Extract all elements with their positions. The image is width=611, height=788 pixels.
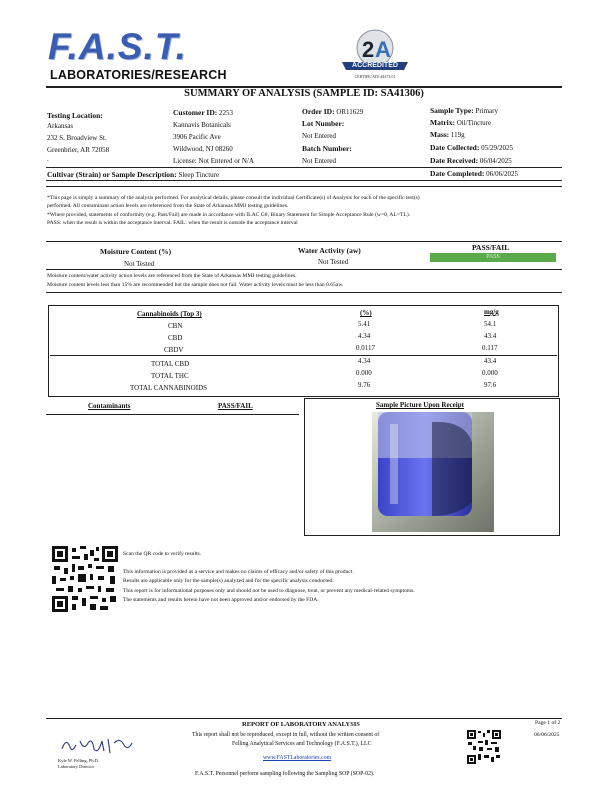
moisture-note: Moisture content levels less than 15% are recommended but the sample does not fail. Water activity levels must be less than 0.65aw.	[47, 282, 344, 288]
contaminants-passfail-header: PASS/FAIL	[218, 402, 253, 410]
date-completed	[430, 169, 518, 178]
cannabinoids-totals-divider	[50, 355, 557, 356]
footer-divider	[46, 718, 562, 719]
moisture-note: Moisture content/water activity action levels are referenced from the State of Arkansas MMJ testing guidelines.	[47, 273, 297, 279]
total-row-mg: 97.6	[484, 381, 497, 389]
fast-logo: F.A.S.T.	[48, 26, 187, 67]
cultivar-value: Sleep Tincture	[178, 171, 220, 179]
cannabinoid-row-mg: 43.4	[484, 332, 497, 340]
cannabinoids-header-mg: mg/g	[484, 308, 499, 316]
date-completed-label: Date Completed:	[430, 169, 485, 178]
date-collected-label: Date Collected:	[430, 143, 480, 152]
water-activity-header: Water Activity (aw)	[298, 246, 361, 255]
verify-qr-code[interactable]	[52, 546, 118, 612]
disclaimer-line: This information is provided as a service and makes no claims of efficacy and/or safety of this product.	[123, 569, 354, 575]
total-row-pct: 9.76	[358, 381, 371, 389]
note-line: *Where provided, statements of conformity (e.g. Pass/Fail) are made in accordance with ILAC G8, Binary Statement for Simple Acceptance Rule (w=0, AL=TL).	[47, 212, 411, 218]
cannabinoids-header-name: Cannabinoids (Top 3)	[137, 310, 202, 318]
note-line: performed. All contaminant action levels are referenced from the State of Arkansas MMJ testing guidelines.	[47, 203, 289, 209]
total-row-mg: 0.000	[482, 369, 498, 377]
certificate-number: CERTIFICATE #4473.01	[354, 74, 396, 79]
note-line: PASS: when the result is within the acceptance interval. FAIL: when the result is outside the acceptance interval	[47, 220, 298, 226]
sample-type	[430, 106, 498, 115]
customer-id	[173, 108, 233, 117]
report-title: REPORT OF LABORATORY ANALYSIS	[242, 721, 360, 728]
customer-line: 3906 Pacific Ave	[173, 133, 221, 141]
moisture-passfail-header: PASS/FAIL	[472, 243, 510, 252]
sample-picture-header: Sample Picture Upon Receipt	[376, 401, 464, 409]
date-received-value: 06/04/2025	[479, 157, 512, 165]
cannabinoids-header-pct: (%)	[360, 309, 372, 317]
director-signature	[58, 733, 138, 757]
accredited-label: ACCREDITED	[346, 62, 404, 69]
footer-line: This report shall not be reproduced, except in full, without the written consent of	[192, 732, 380, 738]
moisture-divider	[46, 269, 562, 270]
order-id-value: OR11629	[336, 108, 364, 116]
footer-date: 06/06/2025	[534, 732, 560, 738]
lot-number-label: Lot Number:	[302, 119, 345, 128]
customer-id-label: Customer ID:	[173, 108, 218, 117]
sampling-note: F.A.S.T. Personnel perform sampling following the Sampling SOP (SOP-02).	[195, 771, 375, 777]
total-row-name: TOTAL CANNABINOIDS	[130, 384, 208, 392]
customer-id-value: 2253	[218, 109, 233, 117]
cannabinoid-row-pct: 5.41	[358, 320, 371, 328]
testing-location-line: Greenbrier, AR 72058	[47, 146, 110, 154]
date-collected-value: 05/29/2025	[481, 144, 513, 152]
moisture-pass-badge: PASS	[430, 253, 556, 262]
license-label: License:	[173, 157, 197, 165]
signature-image	[58, 733, 138, 757]
license	[173, 157, 254, 165]
moisture-top-divider	[46, 241, 562, 242]
cannabinoid-row-mg: 0.117	[482, 344, 498, 352]
testing-location-line: 232 S. Broadview St.	[47, 134, 107, 142]
moisture-header: Moisture Content (%)	[100, 247, 172, 256]
contaminants-divider	[46, 414, 299, 415]
date-received	[430, 156, 512, 165]
footer-qr-code[interactable]	[467, 730, 501, 764]
sample-photo	[372, 412, 494, 532]
page-number: Page 1 of 2	[535, 720, 561, 726]
accreditation-badge	[340, 28, 410, 84]
svg-text:2: 2	[362, 37, 375, 62]
date-collected	[430, 143, 513, 152]
sample-type-label: Sample Type:	[430, 106, 474, 115]
batch-number-value: Not Entered	[302, 157, 337, 165]
disclaimer-line: Results are applicable only for the sample(s) analyzed and for the specific analysis conducted.	[123, 578, 334, 584]
customer-line: Kannavis Botanicals	[173, 121, 231, 129]
mass-label: Mass:	[430, 130, 450, 139]
page-title: SUMMARY OF ANALYSIS (SAMPLE ID: SA41306)	[184, 88, 424, 99]
footer-qr-icon	[467, 730, 501, 764]
cannabinoid-row-name: CBD	[168, 334, 183, 342]
date-completed-value: 06/06/2025	[486, 170, 519, 178]
cultivar-divider	[46, 180, 562, 181]
testing-location-line: Arkansas	[47, 122, 74, 130]
disclaimer-line: This report is for informational purposes only and should not be used to diagnose, treat, or prevent any medical-related symptoms.	[123, 588, 415, 594]
moisture-value: Not Tested	[124, 260, 155, 268]
sample-type-value: Primary	[475, 107, 498, 115]
cannabinoid-row-name: CBN	[168, 322, 183, 330]
sample-bottle-image	[372, 412, 494, 532]
logo-subtitle: LABORATORIES/RESEARCH	[50, 68, 227, 82]
matrix-value: Oil/Tincture	[456, 119, 492, 127]
cannabinoid-row-pct: 4.34	[358, 332, 371, 340]
total-row-pct: 4.34	[358, 357, 371, 365]
testing-location-line: .	[47, 155, 49, 163]
cannabinoid-row-mg: 54.1	[484, 320, 497, 328]
note-line: *This page is simply a summary of the analysis performed. For analytical details, please consult the individual Certificate(s) of Analysis for each of the specific test(s)	[47, 195, 420, 201]
cannabinoid-row-name: CBDV	[164, 346, 184, 354]
matrix-label: Matrix:	[430, 118, 455, 127]
signer-title: Laboratory Director	[58, 764, 95, 769]
matrix	[430, 118, 491, 127]
water-activity-value: Not Tested	[318, 258, 349, 266]
mass-value: 119g	[450, 131, 465, 139]
website-link[interactable]: www.FASTLaboratories.com	[263, 755, 332, 761]
cannabinoid-row-pct: 0.0117	[356, 344, 375, 352]
lot-number-value: Not Entered	[302, 132, 337, 140]
qr-code-icon	[52, 546, 118, 612]
disclaimer-line: The statements and results herein have not been approved and/or endorsed by the FDA.	[123, 597, 319, 603]
info-divider	[46, 167, 562, 168]
order-id-label: Order ID:	[302, 107, 335, 116]
cultivar-label: Cultivar (Strain) or Sample Description:	[47, 170, 177, 179]
signer-name: Kyle W. Felling, Ph.D.	[58, 758, 100, 763]
date-received-label: Date Received:	[430, 156, 479, 165]
cultivar-divider-2	[46, 186, 562, 187]
total-row-name: TOTAL THC	[151, 372, 189, 380]
footer-line: Felling Analytical Services and Technology (F.A.S.T.), LLC	[232, 741, 372, 747]
contaminants-header: Contaminants	[88, 402, 131, 410]
cultivar	[47, 170, 219, 179]
customer-line: Wildwood, NJ 08260	[173, 145, 233, 153]
testing-location-label: Testing Location:	[47, 111, 103, 120]
moisture-bottom-divider	[46, 292, 562, 293]
svg-text:A: A	[375, 37, 391, 62]
order-id	[302, 107, 363, 116]
total-row-mg: 43.4	[484, 357, 497, 365]
total-row-name: TOTAL CBD	[151, 360, 190, 368]
batch-number-label: Batch Number:	[302, 144, 352, 153]
license-value: Not Entered or N/A	[198, 157, 254, 165]
qr-scan-text: Scan the QR code to verify results.	[123, 551, 202, 557]
mass	[430, 130, 465, 139]
total-row-pct: 0.000	[356, 369, 372, 377]
